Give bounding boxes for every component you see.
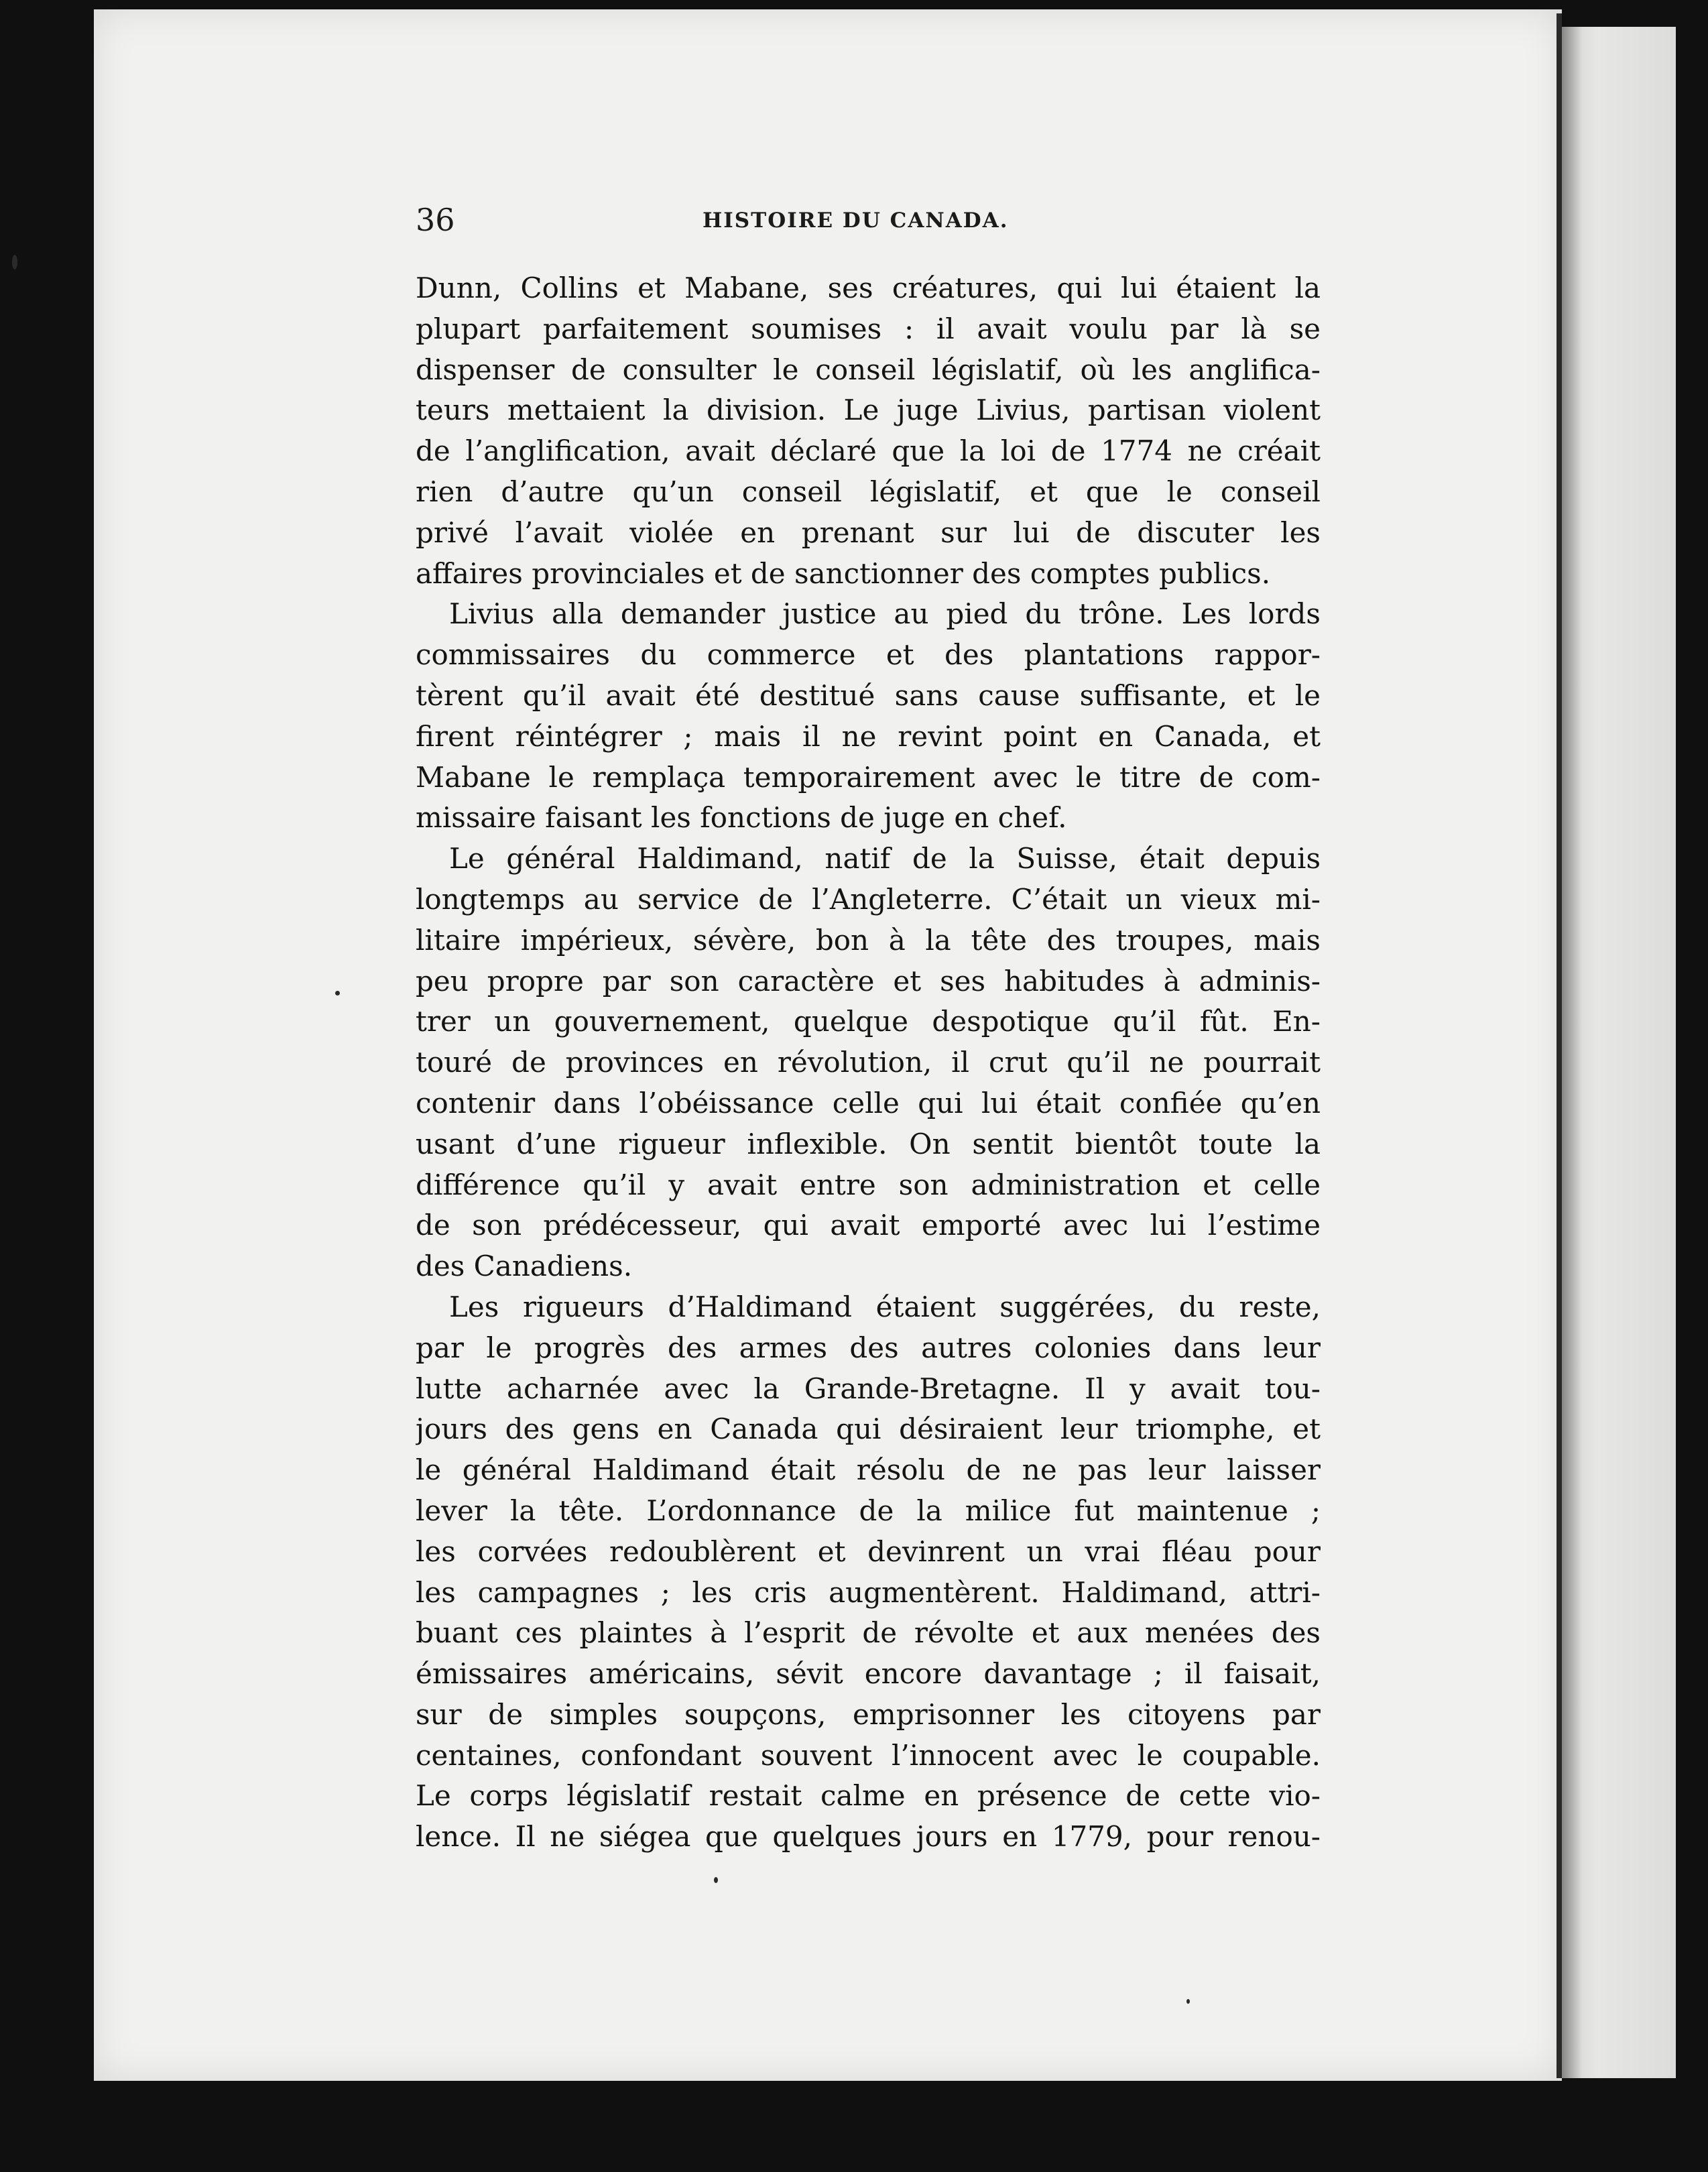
paragraph xyxy=(416,594,1321,839)
text-line: usant d’une rigueur inflexible. On sentit bientôt toute la xyxy=(416,1127,1321,1160)
body-text xyxy=(416,268,1321,1858)
text-line: longtemps au service de l’Angleterre. C’était un vieux mi- xyxy=(416,882,1321,916)
text-line: dispenser de consulter le conseil législatif, où les anglifica- xyxy=(416,353,1321,386)
text-line: les corvées redoublèrent et devinrent un vrai fléau pour xyxy=(416,1534,1321,1568)
text-line: Les rigueurs d’Haldimand étaient suggérées, du reste, xyxy=(449,1290,1321,1323)
text-line: sur de simples soupçons, emprisonner les citoyens par xyxy=(416,1697,1321,1731)
scan-speck xyxy=(335,991,340,996)
text-line: lutte acharnée avec la Grande-Bretagne. Il y avait tou- xyxy=(416,1372,1321,1405)
text-line: peu propre par son caractère et ses habitudes à adminis- xyxy=(416,964,1321,998)
text-line: lever la tête. L’ordonnance de la milice fut maintenue ; xyxy=(416,1494,1321,1527)
text-line: jours des gens en Canada qui désiraient leur triomphe, et xyxy=(416,1412,1321,1446)
text-line: de son prédécesseur, qui avait emporté avec lui l’estime xyxy=(416,1209,1321,1242)
text-line: tèrent qu’il avait été destitué sans cause suffisante, et le xyxy=(416,678,1321,712)
scan-speck xyxy=(714,1877,718,1883)
text-line: missaire faisant les fonctions de juge en chef. xyxy=(416,801,1067,835)
scan-speck xyxy=(1186,1999,1190,2004)
text-line: affaires provinciales et de sanctionner des comptes publics. xyxy=(416,556,1271,590)
text-line: par le progrès des armes des autres colonies dans leur xyxy=(416,1331,1321,1364)
text-line: de l’anglification, avait déclaré que la loi de 1774 ne créait xyxy=(416,434,1321,468)
text-line: trer un gouvernement, quelque despotique qu’il fût. En- xyxy=(416,1005,1321,1038)
text-line: Livius alla demander justice au pied du trône. Les lords xyxy=(449,597,1321,631)
text-line: touré de provinces en révolution, il crut qu’il ne pourrait xyxy=(416,1046,1321,1079)
text-line: des Canadiens. xyxy=(416,1250,633,1283)
scan-speck xyxy=(12,255,17,269)
paragraph xyxy=(416,839,1321,1287)
text-line: émissaires américains, sévit encore davantage ; il faisait, xyxy=(416,1657,1321,1691)
text-line: centaines, confondant souvent l’innocent avec le coupable. xyxy=(416,1738,1321,1772)
text-line: le général Haldimand était résolu de ne pas leur laisser xyxy=(416,1453,1321,1487)
text-line: lence. Il ne siégea que quelques jours en 1779, pour renou- xyxy=(416,1820,1321,1854)
text-line: plupart parfaitement soumises : il avait voulu par là se xyxy=(416,312,1321,345)
running-title: HISTOIRE DU CANADA. xyxy=(703,208,1009,233)
text-line: contenir dans l’obéissance celle qui lui était confiée qu’en xyxy=(416,1086,1321,1120)
text-line: Dunn, Collins et Mabane, ses créatures, qui lui étaient la xyxy=(416,272,1321,304)
text-line: teurs mettaient la division. Le juge Livius, partisan violent xyxy=(416,394,1321,427)
text-line: privé l’avait violée en prenant sur lui de discuter les xyxy=(416,516,1321,549)
text-line: différence qu’il y avait entre son administration et celle xyxy=(416,1168,1321,1201)
page-number: 36 xyxy=(416,202,455,238)
text-line: buant ces plaintes à l’esprit de révolte et aux menées des xyxy=(416,1616,1321,1650)
gutter-shadow xyxy=(1562,27,1582,2078)
paragraph xyxy=(416,268,1321,594)
text-line: les campagnes ; les cris augmentèrent. Haldimand, attri- xyxy=(416,1575,1321,1609)
text-line: commissaires du commerce et des plantations rappor- xyxy=(416,638,1321,672)
running-head xyxy=(416,200,1321,247)
text-line: Mabane le remplaça temporairement avec le titre de com- xyxy=(416,760,1321,794)
text-line: litaire impérieux, sévère, bon à la tête des troupes, mais xyxy=(416,923,1321,957)
paragraph xyxy=(416,1287,1321,1858)
text-line: firent réintégrer ; mais il ne revint point en Canada, et xyxy=(416,719,1321,753)
text-line: Le général Haldimand, natif de la Suisse, était depuis xyxy=(449,842,1321,876)
text-line: rien d’autre qu’un conseil législatif, et que le conseil xyxy=(416,475,1321,508)
text-line: Le corps législatif restait calme en présence de cette vio- xyxy=(416,1779,1321,1813)
page-fore-edge xyxy=(1557,13,1562,2078)
